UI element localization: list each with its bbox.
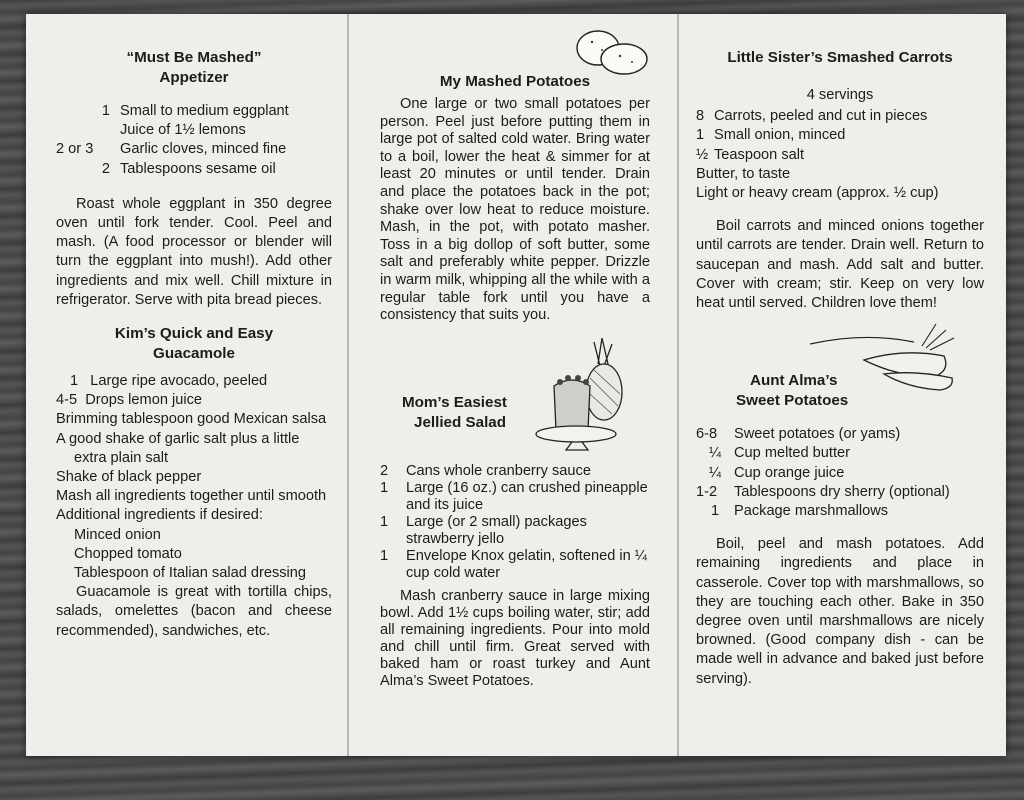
ingredient: 2 or 3 Garlic cloves, minced fine	[56, 141, 287, 158]
guacamole-extra: Tablespoon of Italian salad dressing	[74, 565, 307, 582]
jello-mold-illustration	[532, 334, 642, 452]
guacamole-extra: Minced onion	[74, 526, 161, 543]
guacamole-ingredients	[56, 372, 332, 583]
ingredient: Additional ingredients if desired:	[56, 507, 263, 524]
ingredient: 1 Package marshmallows	[710, 503, 889, 520]
ingredient: 1 Small to medium eggplant	[101, 103, 289, 119]
salad-title: Mom’s Easiest Jellied Salad	[402, 393, 507, 431]
column-left	[26, 14, 346, 756]
guacamole-title: Kim’s Quick and Easy Guacamole	[114, 325, 274, 363]
appetizer-ingredients	[56, 102, 332, 179]
ingredient: A good shake of garlic salt plus a little extra plain salt	[56, 430, 300, 466]
potatoes-title: My Mashed Potatoes	[439, 73, 591, 90]
carrots-illustration	[804, 318, 964, 392]
sweet-potatoes-title: Aunt Alma’s Sweet Potatoes	[736, 372, 849, 410]
ingredient: 8 Carrots, peeled and cut in pieces	[696, 108, 928, 125]
ingredient: 4-5 Drops lemon juice	[56, 392, 203, 409]
ingredient: ½ Teaspoon salt	[696, 146, 805, 163]
ingredient: ¼ Cup melted butter	[708, 445, 851, 462]
carrots-title: Little Sister’s Smashed Carrots	[727, 49, 953, 66]
appetizer-title: “Must Be Mashed” Appetizer	[126, 49, 262, 86]
appetizer-directions: Roast whole eggplant in 350 degree oven until fork tender. Cool. Peel and mash. (A food processor or blender will turn the eggplant into mush!). Add other ingredients and mix well. Chill mixture in refrigerator. Serve with pita bread pieces.	[56, 195, 332, 308]
ingredient: 1 Envelope Knox gelatin, softened in ¼ cup cold water	[380, 547, 647, 581]
ingredient: 1 Large (16 oz.) can crushed pineapple and its juice	[380, 479, 648, 513]
ingredient: 1-2 Tablespoons dry sherry (optional)	[696, 483, 950, 500]
ingredient: Butter, to taste	[696, 165, 791, 182]
ingredient: ¼ Cup orange juice	[708, 464, 845, 481]
guacamole-extra: Chopped tomato	[74, 545, 182, 562]
ingredient: Mash all ingredients together until smooth	[56, 488, 327, 505]
ingredient: 6-8 Sweet potatoes (or yams)	[696, 426, 901, 443]
carrots-directions: Boil carrots and minced onions together until carrots are tender. Drain well. Return to saucepan and mash. Add salt and butter. Cover with cream; stir. Keep on very low heat until served. Children love them!	[696, 218, 984, 312]
carrots-servings: 4 servings	[806, 87, 874, 103]
ingredient: Shake of black pepper	[56, 469, 202, 486]
ingredient: 2 Tablespoons sesame oil	[101, 160, 276, 177]
sweet-potatoes-directions: Boil, peel and mash potatoes. Add remaining ingredients and place in casserole. Cover top with marshmallows, so they are touching each other. Bake in 350 degree oven until marshmallows are nicely browned. (Good company dish - can be made well in advance and baked just before serving).	[696, 536, 984, 687]
ingredient: 1 Large ripe avocado, peeled	[70, 373, 268, 390]
sweet-potatoes-ingredients	[696, 425, 984, 521]
ingredient: 1 Large (or 2 small) packages strawberry jello	[380, 513, 587, 547]
ingredient: Light or heavy cream (approx. ½ cup)	[696, 185, 939, 202]
salad-ingredients	[380, 463, 650, 582]
ingredient: Brimming tablespoon good Mexican salsa	[56, 411, 327, 428]
guacamole-note: Guacamole is great with tortilla chips, salads, omelettes (bacon and cheese recommended), sandwiches, etc.	[56, 584, 332, 639]
potatoes-directions: One large or two small potatoes per person. Peel just before putting them in large pot of salted cold water. Bring water to a boil, lower the heat & simmer for at least 20 minutes or until tender. Drain and place the potatoes back in the pot; shake over low heat to reduce moisture. Mash, in the pot, with potato masher. Toss in a big dollop of soft butter, some salt and preferably white pepper. Drizzle in warm milk, whipping all the while with a regular table fork until you have a consistency that suits you.	[380, 96, 650, 324]
salad-directions: Mash cranberry sauce in large mixing bowl. Add 1½ cups boiling water, stir; add all remaining ingredients. Pour into mold and chill until firm. Great served with baked ham or roast turkey and Aunt Alma’s Sweet Potatoes.	[380, 587, 650, 689]
carrots-ingredients	[696, 107, 984, 203]
ingredient: Juice of 1½ lemons	[120, 122, 246, 139]
ingredient: 1 Small onion, minced	[696, 127, 846, 144]
potatoes-illustration	[572, 26, 652, 76]
ingredient: 2 Cans whole cranberry sauce	[380, 462, 591, 479]
